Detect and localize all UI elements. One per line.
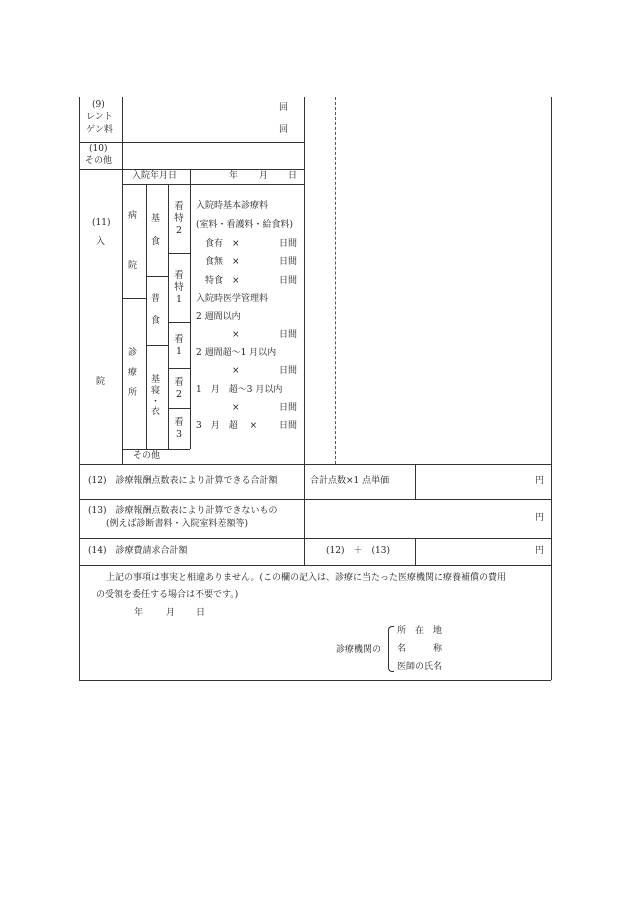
- declaration-line1: 上記の事項は事実と相違ありません。(この欄の記入は、診療に当たった医療機関に療養補償の費用: [106, 573, 507, 583]
- detail-line: (室料・看護料・給食料): [196, 220, 294, 230]
- institution-brace: [388, 626, 394, 672]
- row14-formula: (12) ＋ (13): [326, 546, 390, 556]
- row12-unit: 円: [535, 476, 545, 486]
- admission-year: 年: [229, 171, 239, 181]
- detail-line: 特食 ×: [196, 276, 240, 286]
- kishin-char-3: ・: [151, 397, 161, 407]
- clinic-char-1: 診: [128, 348, 138, 358]
- fushoku-char-2: 食: [151, 316, 161, 326]
- row11-char-in: 院: [96, 377, 106, 387]
- row13-label-line2: (例えば診断書料・入院室料差額等): [106, 519, 249, 529]
- row9-count-2: 回: [279, 125, 289, 135]
- kishin-char-2: 寝: [151, 386, 161, 396]
- kishoku-char-2: 食: [151, 237, 161, 247]
- row14-label: (14) 診療費請求合計額: [88, 546, 188, 556]
- detail-line: ×: [196, 366, 240, 376]
- detail-line: ×: [196, 330, 240, 340]
- row10-number: (10): [89, 144, 108, 154]
- row13-unit: 円: [535, 513, 545, 523]
- kishoku-char-1: 基: [151, 214, 161, 224]
- declaration-month: 月: [166, 608, 176, 618]
- detail-line: 入院時医学管理料: [196, 294, 269, 304]
- declaration-line2: の受領を委任する場合は不要です。): [96, 590, 239, 600]
- nurse-level-tokutoku2: 看 特 2: [174, 201, 184, 236]
- detail-unit: 日間: [279, 403, 298, 413]
- row12-formula: 合計点数×1 点単価: [310, 476, 390, 486]
- nurse-level-toku1: 看 特 1: [174, 270, 184, 305]
- field-doctor: 医師の氏名: [397, 662, 443, 672]
- row11-other-label: その他: [133, 451, 161, 461]
- row9-count-1: 回: [279, 103, 289, 113]
- fushoku-char-1: 普: [151, 294, 161, 304]
- nurse-level-2: 看 2: [174, 377, 184, 400]
- detail-unit: 日間: [279, 276, 298, 286]
- declaration-year: 年: [134, 608, 144, 618]
- row9-name-line1: レント: [86, 112, 113, 122]
- detail-line: 1 月 超～3 月以内: [196, 385, 283, 395]
- nurse-level-3: 看 3: [174, 417, 184, 440]
- declaration-day: 日: [196, 608, 206, 618]
- detail-line: ×: [196, 403, 240, 413]
- detail-line: 2 週間以内: [196, 312, 241, 322]
- row14-unit: 円: [535, 546, 545, 556]
- detail-line: 3 月 超 ×: [196, 421, 258, 431]
- hospital-char-2: 院: [128, 261, 138, 271]
- row9-number: (9): [92, 100, 105, 110]
- field-address: 所 在 地: [397, 626, 443, 636]
- kishin-char-4: 衣: [151, 407, 161, 417]
- nurse-level-1: 看 1: [174, 334, 184, 357]
- hospital-char-1: 病: [128, 211, 138, 221]
- clinic-char-3: 所: [128, 388, 138, 398]
- admission-month: 月: [259, 171, 269, 181]
- detail-unit: 日間: [279, 239, 298, 249]
- detail-unit: 日間: [279, 366, 298, 376]
- institution-label: 診療機関の: [336, 645, 382, 655]
- detail-unit: 日間: [279, 257, 298, 267]
- detail-unit: 日間: [279, 330, 298, 340]
- detail-line: 食有 ×: [196, 239, 240, 249]
- admission-day: 日: [288, 171, 298, 181]
- row12-label: (12) 診療報酬点数表により計算できる合計額: [88, 476, 278, 486]
- admission-date-label: 入院年月日: [132, 171, 178, 181]
- detail-line: 2 週間超～1 月以内: [196, 348, 277, 358]
- clinic-char-2: 療: [128, 368, 138, 378]
- row9-name-line2: ゲン料: [86, 125, 113, 135]
- detail-line: 食無 ×: [196, 257, 240, 267]
- row11-number: (11): [92, 218, 111, 228]
- row11-char-nyu: 入: [96, 237, 106, 247]
- kishin-char-1: 基: [151, 375, 161, 385]
- field-name: 名 称: [397, 644, 443, 654]
- row13-label-line1: (13) 診療報酬点数表により計算できないもの: [88, 506, 278, 516]
- detail-unit: 日間: [279, 421, 298, 431]
- detail-line: 入院時基本診療料: [196, 201, 269, 211]
- row10-name: その他: [85, 156, 113, 166]
